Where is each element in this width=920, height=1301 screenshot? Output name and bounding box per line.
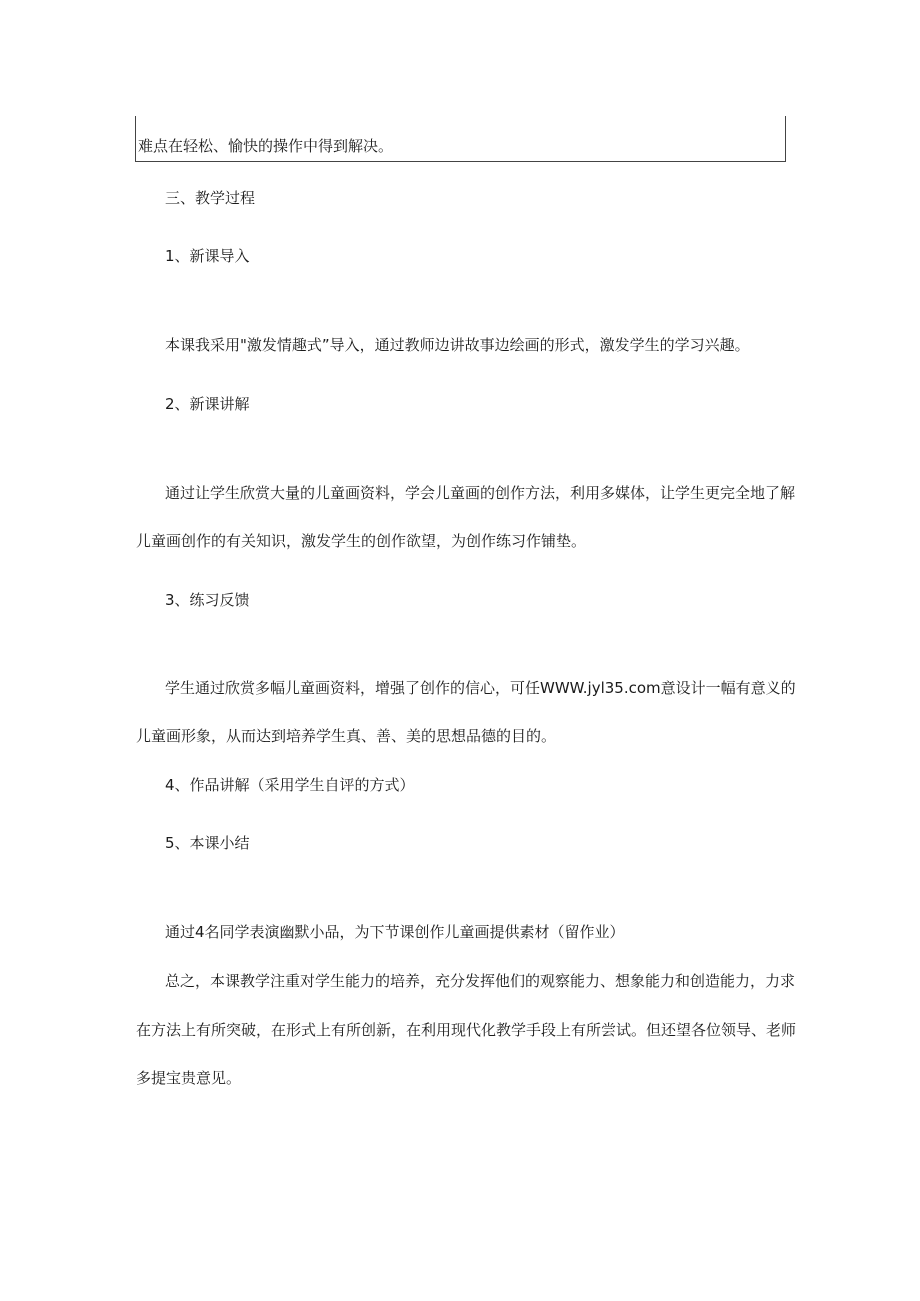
section-heading-works: 4、作品讲解（采用学生自评的方式） xyxy=(165,776,415,794)
table-cell-text: 难点在轻松、愉快的操作中得到解决。 xyxy=(138,137,394,155)
section-heading-summary: 5、本课小结 xyxy=(165,834,250,852)
section-heading-process: 三、教学过程 xyxy=(165,189,256,207)
paragraph-summary: 通过4名同学表演幽默小品，为下节课创作儿童画提供素材（留作业） xyxy=(165,923,625,941)
table-cell xyxy=(135,116,786,162)
paragraph-explanation-line1: 通过让学生欣赏大量的儿童画资料，学会儿童画的创作方法，利用多媒体，让学生更完全地了解 xyxy=(165,484,796,502)
conclusion-line3: 多提宝贵意见。 xyxy=(136,1069,242,1087)
section-heading-explanation: 2、新课讲解 xyxy=(165,395,250,413)
paragraph-intro: 本课我采用"激发情趣式”导入，通过教师边讲故事边绘画的形式，激发学生的学习兴趣。 xyxy=(165,336,750,354)
paragraph-practice-line2: 儿童画形象，从而达到培养学生真、善、美的思想品德的目的。 xyxy=(136,727,557,745)
conclusion-line2: 在方法上有所突破，在形式上有所创新，在利用现代化教学手段上有所尝试。但还望各位领导、老师 xyxy=(136,1021,797,1039)
paragraph-practice-line1: 学生通过欣赏多幅儿童画资料，增强了创作的信心，可任WWW.jyl35.com意设计一幅有意义的 xyxy=(165,679,796,697)
conclusion-line1: 总之，本课教学注重对学生能力的培养，充分发挥他们的观察能力、想象能力和创造能力，力求 xyxy=(165,972,796,990)
paragraph-explanation-line2: 儿童画创作的有关知识，激发学生的创作欲望，为创作练习作铺垫。 xyxy=(136,532,587,550)
section-heading-intro: 1、新课导入 xyxy=(165,247,250,265)
section-heading-practice: 3、练习反馈 xyxy=(165,591,250,609)
